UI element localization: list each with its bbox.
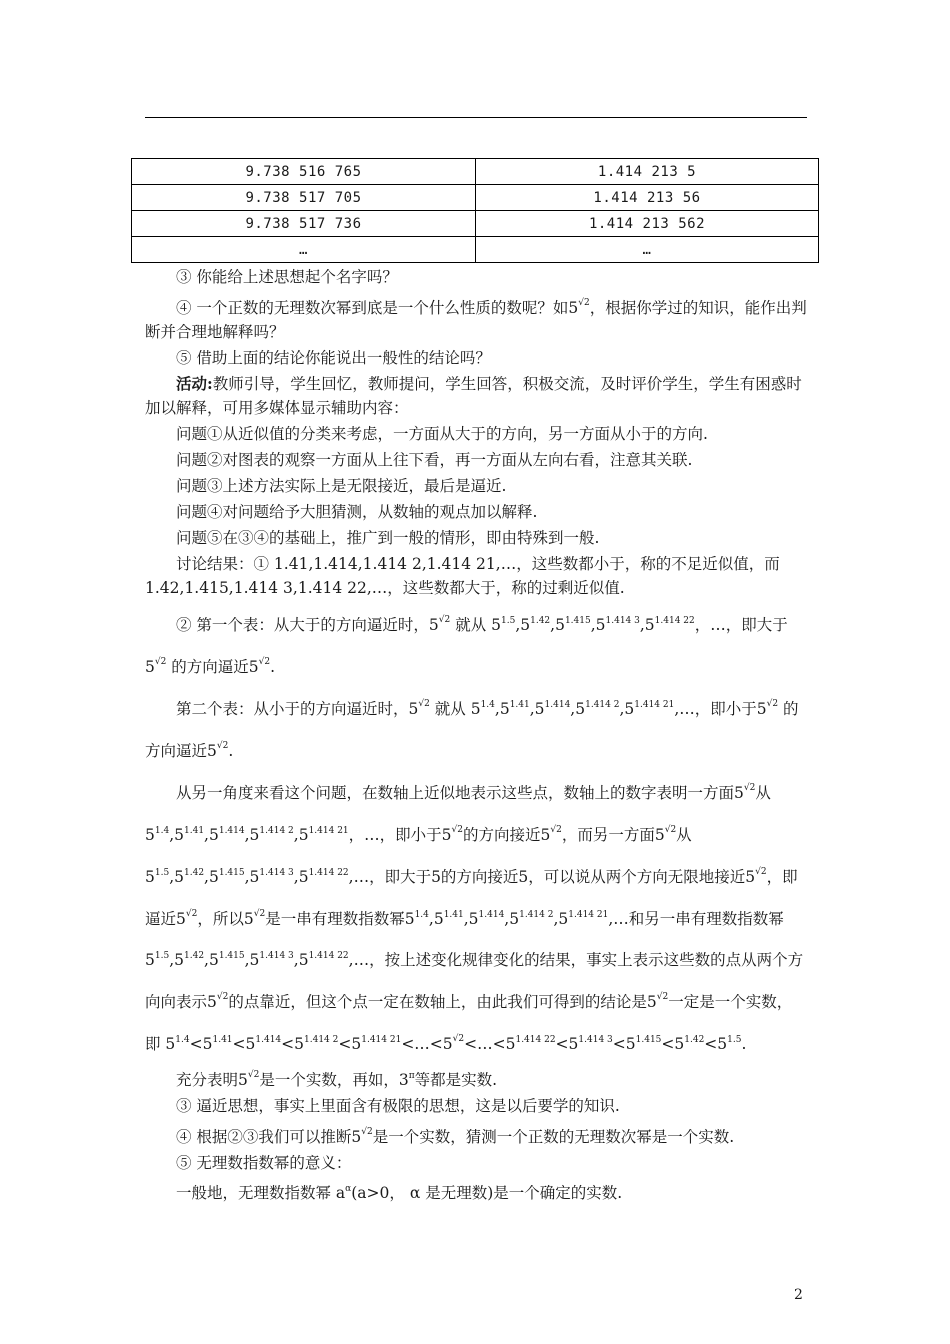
answer-1: 问题①从近似值的分类来考虑，一方面从大于的方向，另一方面从小于的方向. (176, 425, 708, 443)
table-cell: 9.738 517 705 (132, 185, 476, 211)
table-cell: … (476, 237, 819, 263)
conclusion-3: ③ 逼近思想，事实上里面含有极限的思想，这是以后要学的知识. (176, 1097, 620, 1115)
header-rule (145, 117, 807, 118)
activity-paragraph (145, 372, 807, 420)
conclusion-4: ④ 根据②③我们可以推断$5^{√2}$是一个实数，猜测一个正数的无理数次幂是一个实数. (176, 1127, 735, 1146)
real-number-statement: 充分表明$5^{√2}$是一个实数，再如，$3^\pi$等都是实数. (176, 1070, 498, 1089)
second-table-explanation: 第二个表：从小于的方向逼近时，$5^{√2}$ 就从 $5^{1.4},5^{1.41},5^{1.414},5^{1.414 2},5^{1.414 21},\dots$，即小于$5^{√2}$ 的方向逼近$5^{√2}$. (145, 699, 799, 760)
table-row (132, 237, 819, 263)
answer-5: 问题⑤在③④的基础上，推广到一般的情形，即由特殊到一般. (176, 529, 600, 547)
table-cell: 1.414 213 562 (476, 211, 819, 237)
approximation-table (131, 158, 819, 263)
table-cell: 1.414 213 56 (476, 185, 819, 211)
question-5: ⑤ 借助上面的结论你能说出一般性的结论吗？ (176, 349, 491, 367)
question-3: ③ 你能给上述思想起个名字吗？ (176, 268, 398, 286)
answer-2: 问题②对图表的观察一方面从上往下看，再一方面从左向右看，注意其关联. (176, 451, 693, 469)
table-row (132, 159, 819, 185)
table-cell: 9.738 516 765 (132, 159, 476, 185)
table-cell: 9.738 517 736 (132, 211, 476, 237)
answer-4: 问题④对问题给予大胆猜测，从数轴的观点加以解释. (176, 503, 538, 521)
table-row (132, 211, 819, 237)
table-cell: 1.414 213 5 (476, 159, 819, 185)
conclusion-5: ⑤ 无理数指数幂的意义： (176, 1154, 352, 1172)
table-cell: … (132, 237, 476, 263)
first-table-explanation: ② 第一个表：从大于的方向逼近时，$5^{√2}$ 就从 $5^{1.5},5^{1.42},5^{1.415},5^{1.414 3},5^{1.414 22}$，…，即大于$5^{√2}$ 的方向逼近$5^{√2}$. (145, 615, 788, 676)
another-angle-explanation: 从另一角度来看这个问题，在数轴上近似地表示这些点，数轴上的数字表明一方面$5^{√2}$从 $5^{1.4},5^{1.41},5^{1.414},5^{1.414 2},5^{1.414 21}$，…，即小于$5^{√2}$的方向接近$5^{√2}$，而另一方面$5^{√2}$从$5^{1.5},5^{1.42},5^{1.415},5^{1.414 3},5^{1.414 22},\dots$，即大于5的方向接近5，可以说从两个方向无限地接近$5^{√2}$，即逼近$5^{√2}$，所以$5^{√2}$是一串有理数指数幂$5^{1.4},5^{1.41},5^{1.414},5^{1.414 2},5^{1.414 21},\dots$和另一串有理数指数幂 $5^{1.5},5^{1.42},5^{1.415},5^{1.414 3},5^{1.414 22},\dots$，按上述变化规律变化的结果，事实上表示这些数的点从两个方向向表示$5^{√2}$的点靠近，但这个点一定在数轴上，由此我们可得到的结论是$5^{√2}$一定是一个实数，即 $5^{1.4}<5^{1.41}<5^{1.414}<5^{1.414 2}<5^{1.414 21}<\dots<5^{√2}<\dots<5^{1.414 22}<5^{1.414 3}<5^{1.415}<5^{1.42}<5^{1.5}$. (145, 783, 804, 1053)
activity-label: 活动: (176, 374, 213, 393)
general-definition: 一般地，无理数指数幂 $a^\alpha(a>0$， α 是无理数)是一个确定的实数. (176, 1184, 623, 1202)
activity-text: 教师引导，学生回忆，教师提问，学生回答，积极交流，及时评价学生，学生有困惑时加以解释，可用多媒体显示辅助内容： (145, 375, 802, 417)
page-number: 2 (794, 1287, 803, 1303)
page-body (145, 265, 807, 1207)
table-row (132, 185, 819, 211)
answer-3: 问题③上述方法实际上是无限接近，最后是逼近. (176, 477, 507, 495)
discussion-result: 讨论结果：① 1.41,1.414,1.414 2,1.414 21,…，这些数都小于，称的不足近似值，而1.42,1.415,1.414 3,1.414 22,…，这些数都大于，称的过剩近似值. (145, 555, 780, 597)
question-4: ④ 一个正数的无理数次幂到底是一个什么性质的数呢？如$5^{√2}$，根据你学过的知识，能作出判断并合理地解释吗？ (145, 298, 807, 341)
